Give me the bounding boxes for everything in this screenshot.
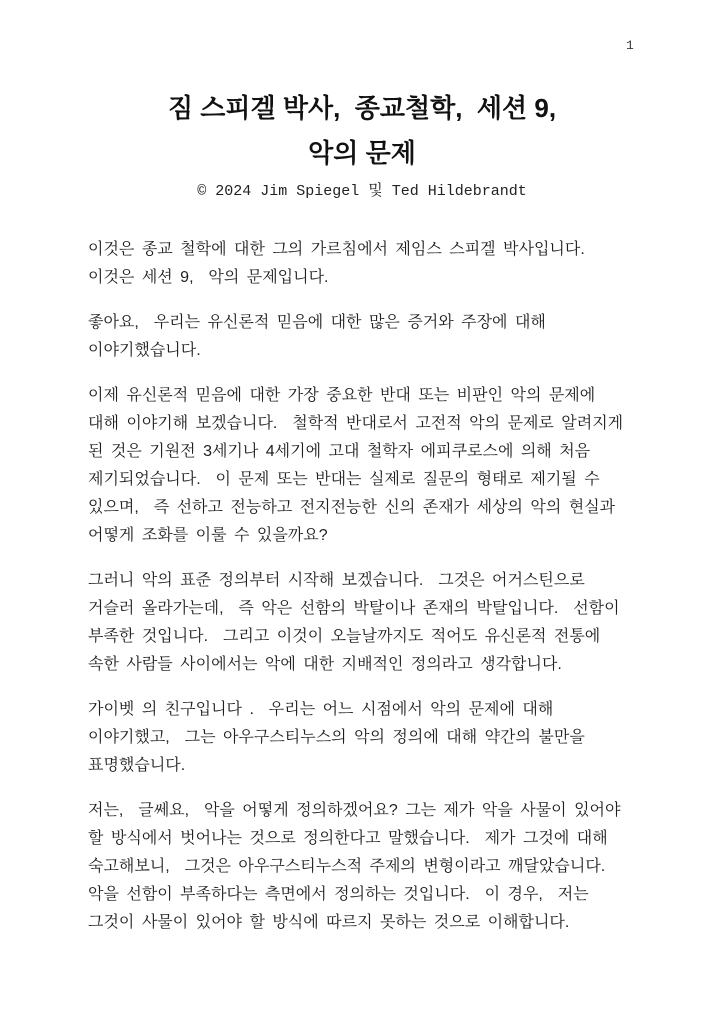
paragraph-3 xyxy=(88,382,698,550)
page-number: 1 xyxy=(626,38,634,53)
text-line: 저는, 글쎄요, 악을 어떻게 정의하겠어요? 그는 제가 악을 사물이 있어야 xyxy=(88,802,621,819)
text-line: 좋아요, 우리는 유신론적 믿음에 대한 많은 증거와 주장에 대해 xyxy=(88,314,546,331)
text-line: 어떻게 조화를 이룰 수 있을까요? xyxy=(88,527,328,544)
paragraph-2 xyxy=(88,309,698,365)
text-line: 이야기했습니다. xyxy=(88,342,201,359)
text-line: 숙고해보니, 그것은 아우구스티누스적 주제의 변형이라고 깨달았습니다. xyxy=(88,858,606,875)
copyright-byline: © 2024 Jim Spiegel 및 Ted Hildebrandt xyxy=(197,183,527,200)
text-line: 이것은 세션 9, 악의 문제입니다. xyxy=(88,269,329,286)
paragraph-1 xyxy=(88,236,698,292)
text-line: 그것이 사물이 있어야 할 방식에 따르지 못하는 것으로 이해합니다. xyxy=(88,914,570,931)
text-line: 있으며, 즉 선하고 전능하고 전지전능한 신의 존재가 세상의 악의 현실과 xyxy=(88,499,616,516)
paragraph-6 xyxy=(88,797,698,937)
text-line: 악을 선함이 부족하다는 측면에서 정의하는 것입니다. 이 경우, 저는 xyxy=(88,886,589,903)
text-line: 거슬러 올라가는데, 즉 악은 선함의 박탈이나 존재의 박탈입니다. 선함이 xyxy=(88,600,620,617)
text-line: 이것은 종교 철학에 대한 그의 가르침에서 제임스 스피겔 박사입니다. xyxy=(88,241,585,258)
text-line: 속한 사람들 사이에서는 악에 대한 지배적인 정의라고 생각합니다. xyxy=(88,656,562,673)
text-line: 이야기했고, 그는 아우구스티누스의 악의 정의에 대해 약간의 불만을 xyxy=(88,729,585,746)
document-body xyxy=(88,236,698,954)
text-line: 할 방식에서 벗어나는 것으로 정의한다고 말했습니다. 제가 그것에 대해 xyxy=(88,830,608,847)
paragraph-5 xyxy=(88,696,698,780)
text-line: 그러니 악의 표준 정의부터 시작해 보겠습니다. 그것은 어거스틴으로 xyxy=(88,572,585,589)
text-line: 가이벳 의 친구입니다 . 우리는 어느 시점에서 악의 문제에 대해 xyxy=(88,701,554,718)
document-title xyxy=(0,86,724,176)
text-line: 표명했습니다. xyxy=(88,757,186,774)
text-line: 이제 유신론적 믿음에 대한 가장 중요한 반대 또는 비판인 악의 문제에 xyxy=(88,387,596,404)
paragraph-4 xyxy=(88,567,698,679)
text-line: 대해 이야기해 보겠습니다. 철학적 반대로서 고전적 악의 문제로 알려지게 xyxy=(88,415,624,432)
text-line: 제기되었습니다. 이 문제 또는 반대는 실제로 질문의 형태로 제기될 수 xyxy=(88,471,600,488)
document-header xyxy=(0,86,724,200)
text-line: 부족한 것입니다. 그리고 이것이 오늘날까지도 적어도 유신론적 전통에 xyxy=(88,628,601,645)
document-title-line-2: 악의 문제 xyxy=(308,138,416,168)
text-line: 된 것은 기원전 3세기나 4세기에 고대 철학자 에피쿠로스에 의해 처음 xyxy=(88,443,591,460)
document-title-line-1: 짐 스피겔 박사, 종교철학, 세션 9, xyxy=(167,93,557,123)
